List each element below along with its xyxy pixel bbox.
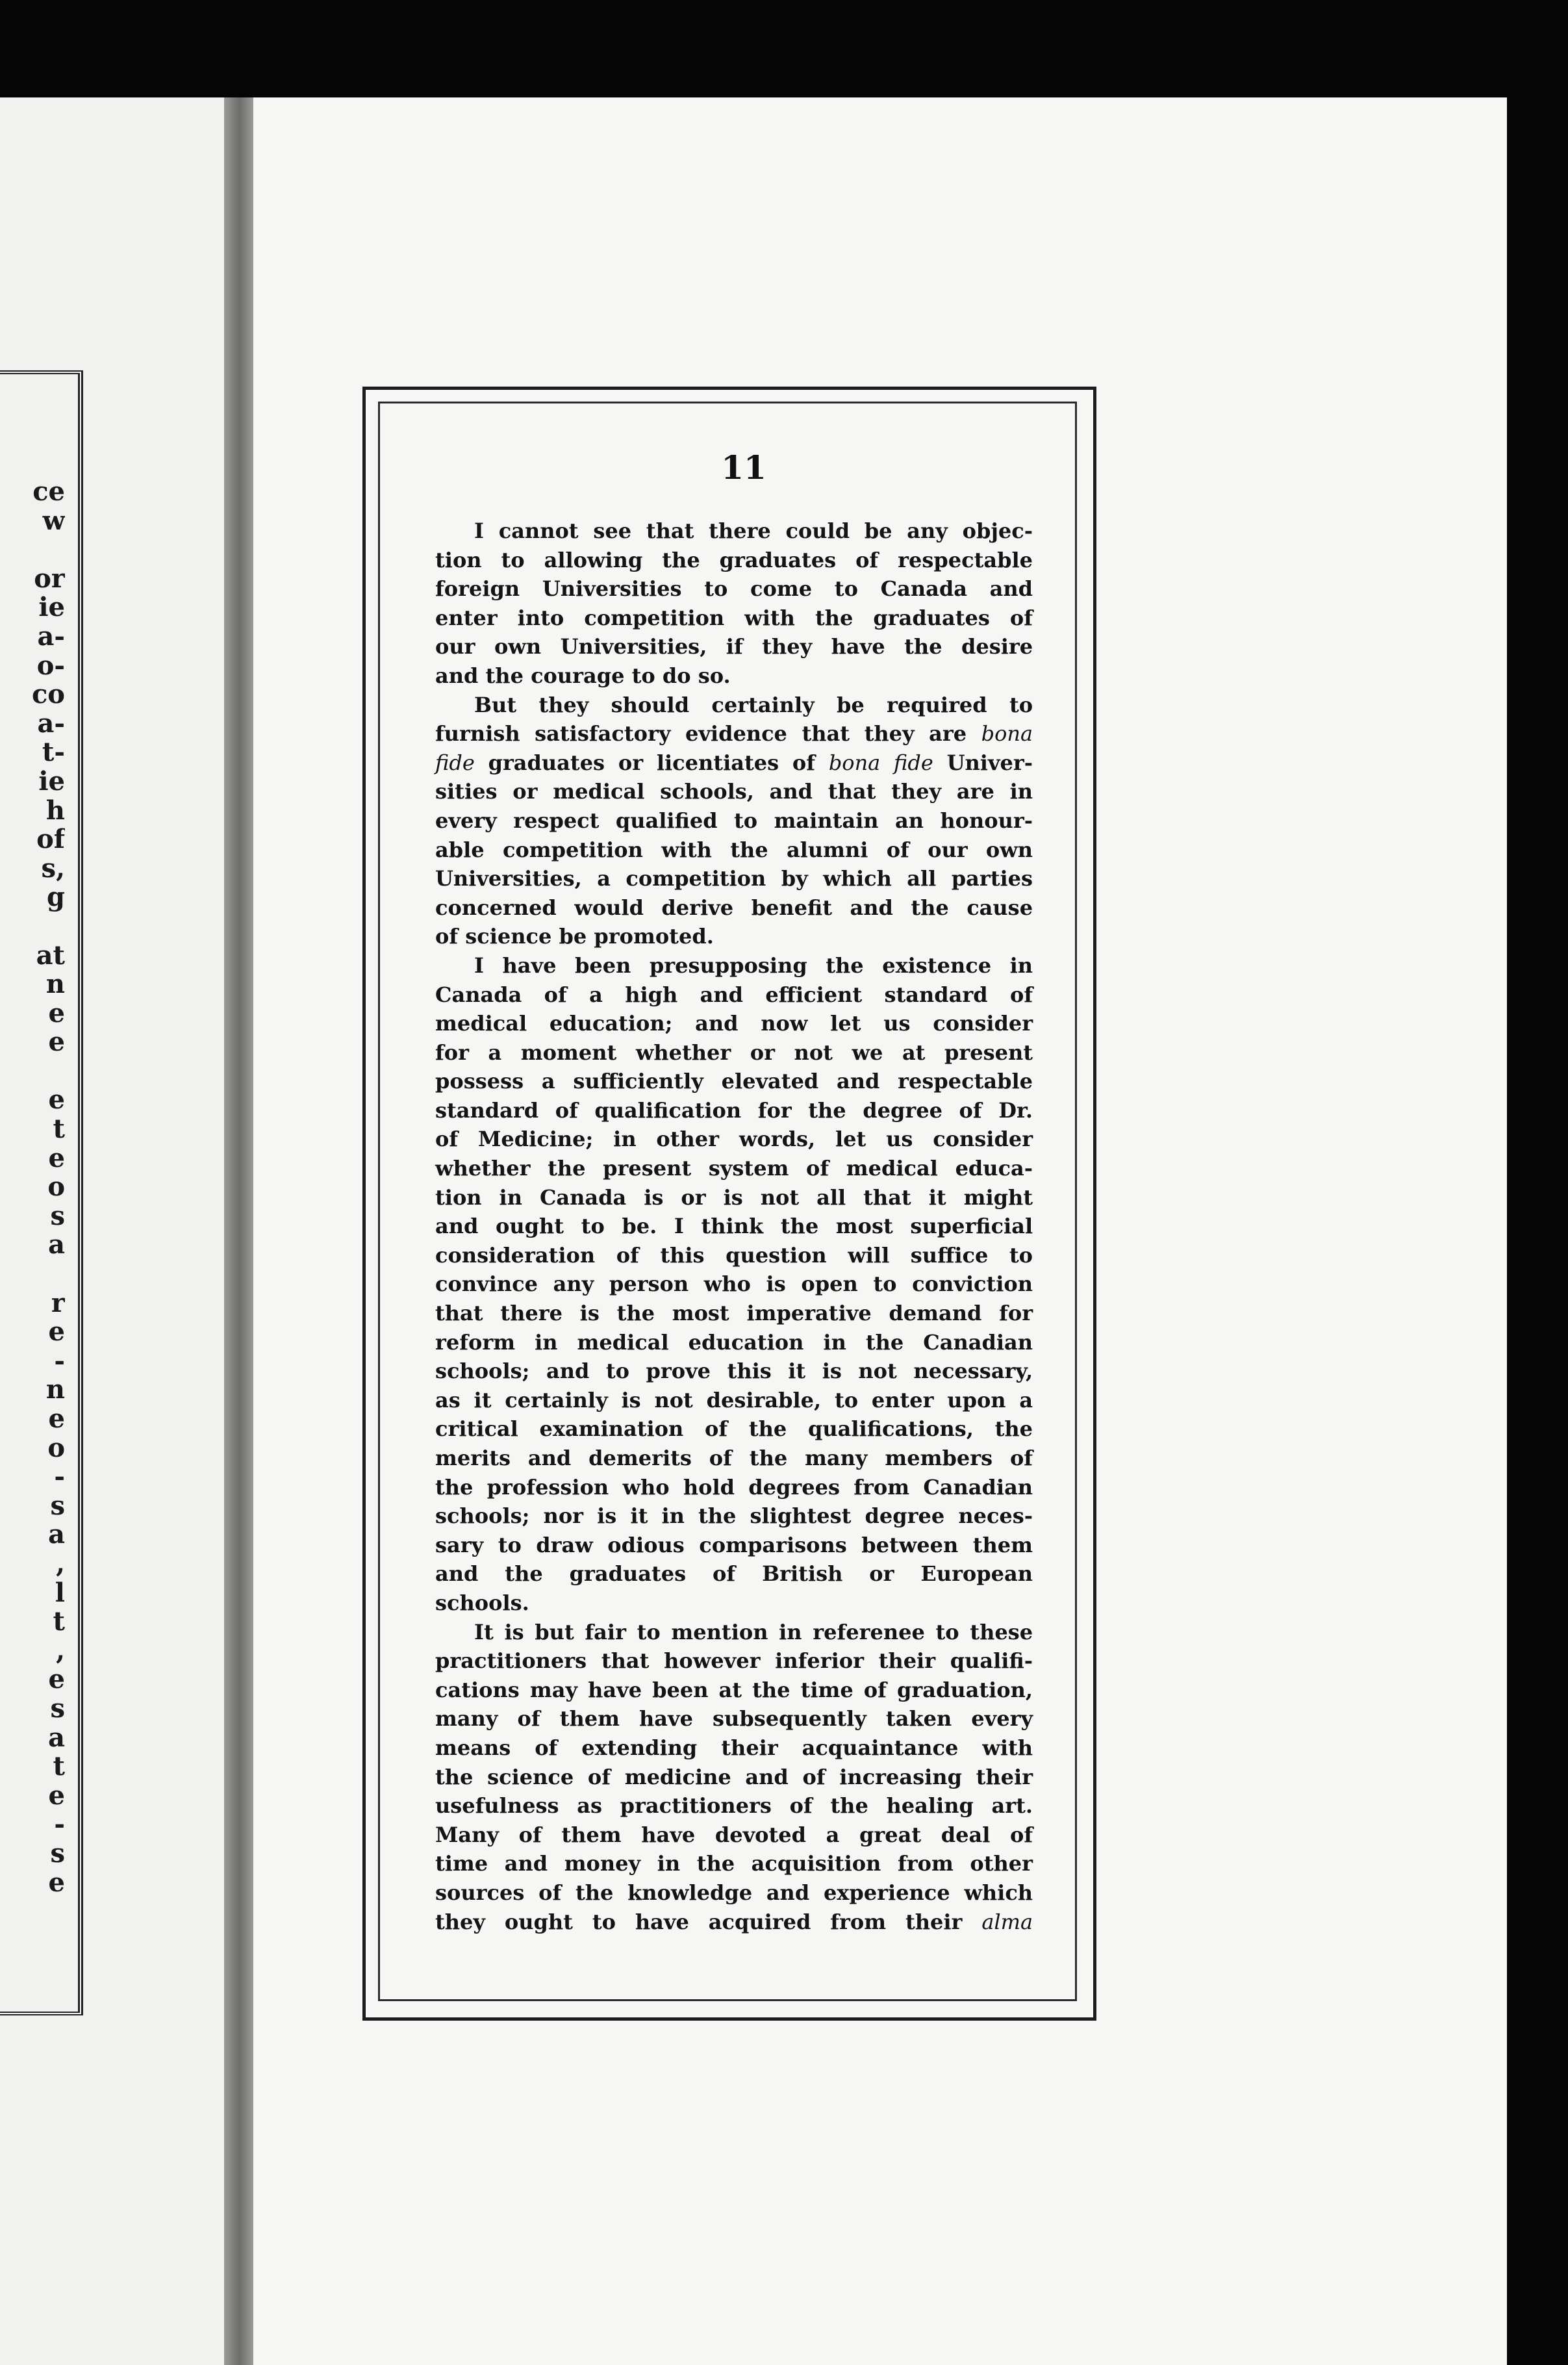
left-fragment: a (48, 1231, 65, 1260)
left-fragment: t (53, 1752, 65, 1782)
text-line: Canada of a high and efficient standard of (435, 982, 1033, 1007)
text-line: they ought to have acquired from their alma (435, 1909, 1033, 1934)
text-line: tion in Canada is or is not all that it might (435, 1184, 1033, 1210)
text-line: of Medicine; in other words, let us consider (435, 1127, 1033, 1152)
text-line: I have been presupposing the existence in (474, 952, 1033, 978)
text-line: sary to draw odious comparisons between them (435, 1532, 1033, 1557)
text-line: tion to allowing the graduates of respectable (435, 547, 1033, 572)
scan-background-top (0, 0, 1568, 110)
text-line: cations may have been at the time of graduation, (435, 1677, 1033, 1702)
left-fragment: e (48, 1028, 65, 1057)
left-page-text-fragments (0, 478, 65, 1897)
left-fragment: n (45, 1375, 65, 1405)
left-fragment: s (50, 1201, 65, 1231)
left-fragment: e (48, 1781, 65, 1811)
left-fragment: o (47, 1433, 65, 1463)
text-line: of science be promoted. (435, 924, 714, 949)
left-fragment: a (48, 1520, 65, 1550)
left-fragment (0, 535, 65, 565)
left-fragment: co (31, 680, 65, 710)
text-line: But they should certainly be required to (474, 692, 1033, 717)
left-fragment: o- (36, 651, 65, 681)
text-line: reform in medical education in the Canadian (435, 1329, 1033, 1355)
text-line: and ought to be. I think the most superficial (435, 1214, 1033, 1239)
text-line: our own Universities, if they have the desire (435, 634, 1033, 659)
left-fragment: ie (38, 593, 65, 622)
text-line: able competition with the alumni of our own (435, 837, 1033, 862)
text-line: usefulness as practitioners of the healing art. (435, 1793, 1033, 1819)
left-fragment: s (50, 1491, 65, 1521)
text-line: means of extending their acquaintance with (435, 1735, 1033, 1760)
text-line: sources of the knowledge and experience which (435, 1880, 1033, 1905)
text-line: critical examination of the qualifications, the (435, 1416, 1033, 1442)
page-number: 11 (721, 448, 766, 487)
text-line: enter into competition with the graduates of (435, 605, 1033, 630)
left-fragment: t- (42, 738, 65, 767)
left-fragment: e (48, 999, 65, 1029)
text-line: foreign Universities to come to Canada and (435, 576, 1033, 602)
left-fragment (0, 1057, 65, 1086)
left-fragment: e (48, 1868, 65, 1898)
left-fragment: of (36, 825, 65, 854)
text-line: standard of qualification for the degree of Dr. (435, 1097, 1033, 1123)
text-line: I cannot see that there could be any objec- (474, 518, 1033, 543)
text-line: schools. (435, 1590, 529, 1615)
scan-background-right (1507, 97, 1568, 2365)
left-fragment: , (56, 1636, 65, 1666)
left-fragment: e (48, 1405, 65, 1434)
left-fragment: a- (37, 622, 65, 652)
left-fragment: s, (41, 854, 65, 884)
left-fragment: s (50, 1839, 65, 1869)
left-fragment: h (45, 796, 65, 826)
left-fragment: e (48, 1318, 65, 1347)
text-line: furnish satisfactory evidence that they are bona (435, 721, 1033, 747)
left-fragment: e (48, 1144, 65, 1173)
left-fragment: t (53, 1115, 65, 1144)
text-line: consideration of this question will suffice to (435, 1242, 1033, 1268)
left-fragment: s (50, 1694, 65, 1724)
left-fragment: ie (38, 767, 65, 797)
left-fragment: l (55, 1578, 65, 1608)
left-fragment: e (48, 1086, 65, 1116)
text-line: concerned would derive benefit and the cause (435, 895, 1033, 920)
text-line: schools; and to prove this it is not necessary, (435, 1359, 1033, 1384)
left-fragment: - (54, 1346, 65, 1376)
left-fragment (0, 1260, 65, 1289)
text-line: many of them have subsequently taken every (435, 1706, 1033, 1732)
left-fragment: t (53, 1607, 65, 1637)
text-line: whether the present system of medical educa- (435, 1156, 1033, 1181)
left-fragment: or (34, 564, 65, 594)
text-line: It is but fair to mention in referenee to these (474, 1619, 1033, 1644)
text-line: time and money in the acquisition from other (435, 1851, 1033, 1876)
text-line: sities or medical schools, and that they are in (435, 779, 1033, 804)
text-line: Many of them have devoted a great deal of (435, 1822, 1033, 1847)
text-line: for a moment whether or not we at present (435, 1040, 1033, 1065)
text-line: that there is the most imperative demand for (435, 1301, 1033, 1326)
left-fragment: a- (37, 709, 65, 739)
left-fragment: - (54, 1810, 65, 1839)
left-fragment: w (42, 506, 65, 536)
left-fragment: g (47, 883, 65, 912)
text-line: every respect qualified to maintain an honour- (435, 808, 1033, 833)
text-line: convince any person who is open to conviction (435, 1272, 1033, 1297)
left-fragment: , (56, 1549, 65, 1579)
text-line: the profession who hold degrees from Canadian (435, 1474, 1033, 1500)
left-fragment: o (47, 1173, 65, 1202)
text-line: practitioners that however inferior their qualifi- (435, 1648, 1033, 1674)
text-line: as it certainly is not desirable, to enter upon a (435, 1387, 1033, 1413)
text-line: possess a sufficiently elevated and respectable (435, 1069, 1033, 1094)
left-fragment: n (45, 970, 65, 999)
left-fragment: r (51, 1288, 65, 1318)
text-line: and the courage to do so. (435, 663, 731, 688)
text-line: medical education; and now let us consider (435, 1011, 1033, 1036)
text-line: and the graduates of British or European (435, 1561, 1033, 1587)
left-fragment: e (48, 1665, 65, 1694)
text-line: fide graduates or licentiates of bona fide Univer- (435, 750, 1033, 775)
left-fragment (0, 912, 65, 941)
text-line: Universities, a competition by which all parties (435, 866, 1033, 891)
text-line: merits and demerits of the many members of (435, 1446, 1033, 1470)
left-fragment: at (36, 941, 65, 971)
left-fragment: a (48, 1723, 65, 1753)
text-line: schools; nor is it in the slightest degree neces- (435, 1503, 1033, 1529)
left-fragment: - (54, 1463, 65, 1492)
left-fragment: ce (32, 478, 65, 507)
body-text (435, 517, 1033, 1936)
text-line: the science of medicine and of increasing their (435, 1764, 1033, 1789)
